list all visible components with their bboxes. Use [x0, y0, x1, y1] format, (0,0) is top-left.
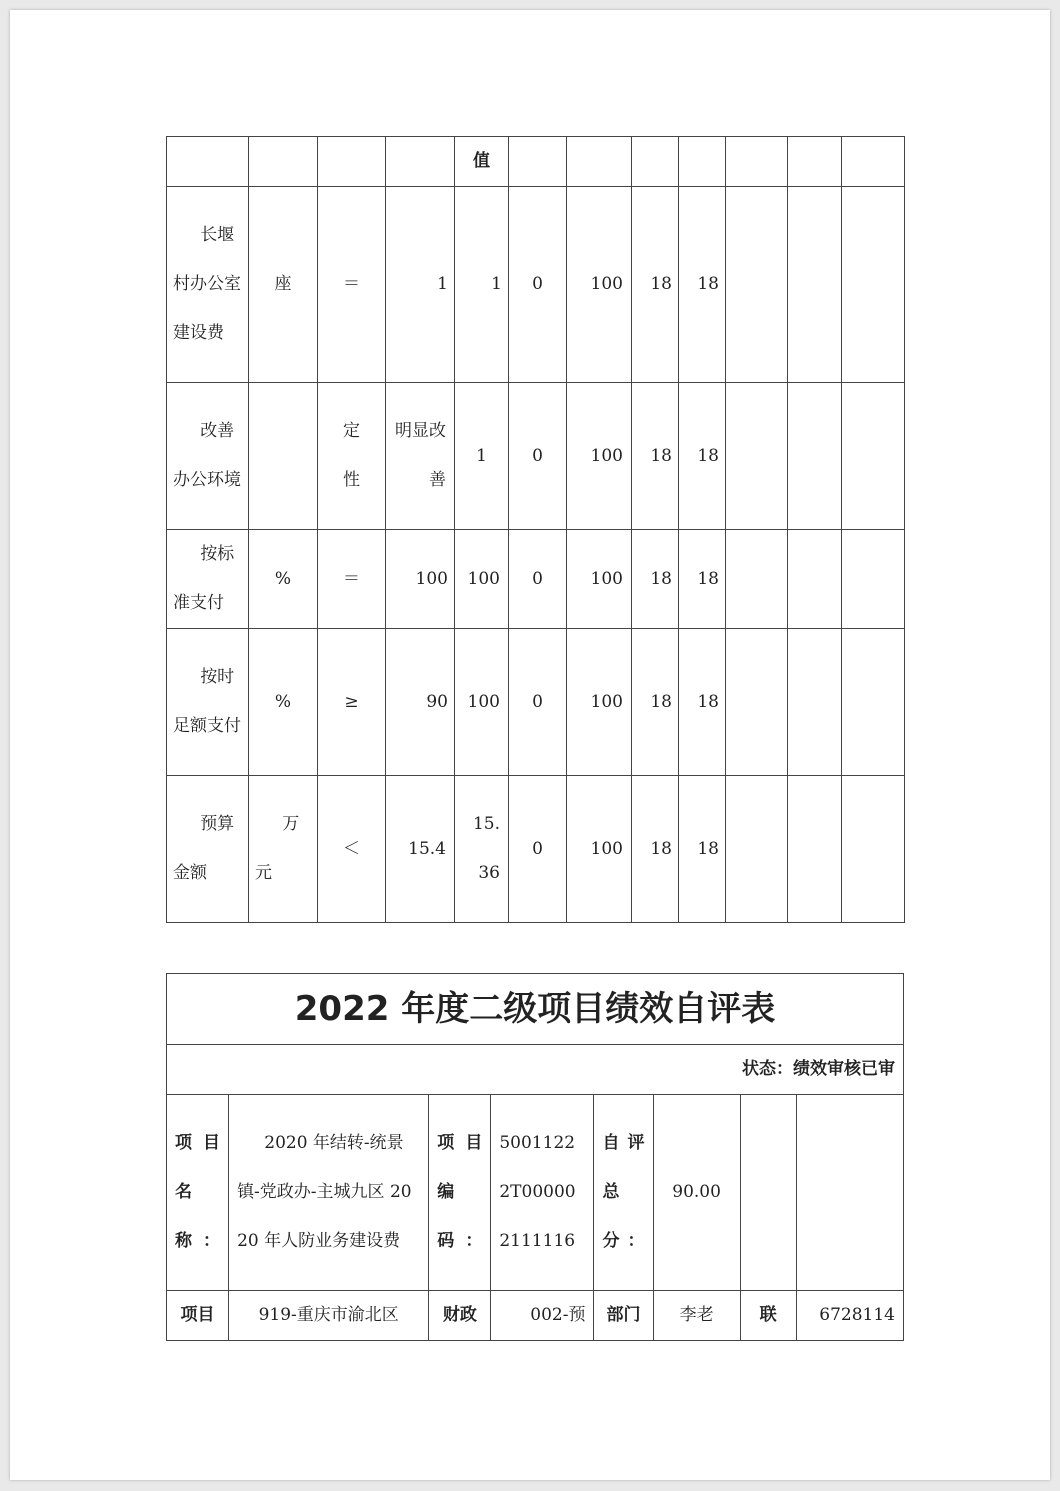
department-value: 李老	[653, 1291, 740, 1341]
indicator-score: 18	[679, 776, 726, 923]
indicator-target: 90	[386, 629, 455, 776]
indicator-actual: 1	[455, 187, 509, 383]
indicator-weight: 100	[567, 629, 632, 776]
indicator-operator: ＜	[318, 776, 386, 923]
indicator-score: 18	[632, 187, 679, 383]
indicator-unit: %	[249, 629, 318, 776]
indicator-weight: 100	[567, 187, 632, 383]
indicator-deviation: 0	[509, 187, 567, 383]
indicator-score: 18	[679, 530, 726, 629]
indicator-operator: 定性	[318, 383, 386, 530]
status-text: 状态：绩效审核已审	[167, 1045, 904, 1095]
indicator-name: 改善办公环境	[167, 383, 249, 530]
indicator-target: 100	[386, 530, 455, 629]
table-row	[167, 383, 905, 530]
self-evaluation-form	[166, 973, 904, 1341]
indicator-score: 18	[632, 383, 679, 530]
indicator-operator: ＝	[318, 530, 386, 629]
indicator-table	[166, 136, 905, 923]
table-row	[167, 776, 905, 923]
table-row	[167, 629, 905, 776]
finance-label: 财政	[429, 1291, 491, 1341]
indicator-operator: ＝	[318, 187, 386, 383]
indicator-target: 15.4	[386, 776, 455, 923]
self-score-value: 90.00	[653, 1095, 740, 1291]
indicator-actual: 15.36	[455, 776, 509, 923]
indicator-deviation: 0	[509, 383, 567, 530]
finance-value: 002-预	[491, 1291, 594, 1341]
indicator-unit	[249, 383, 318, 530]
indicator-unit: %	[249, 530, 318, 629]
contact-value: 6728114	[796, 1291, 903, 1341]
indicator-actual: 100	[455, 530, 509, 629]
indicator-actual: 100	[455, 629, 509, 776]
indicator-unit: 座	[249, 187, 318, 383]
indicator-actual: 1	[455, 383, 509, 530]
indicator-target: 明显改善	[386, 383, 455, 530]
indicator-unit: 万元	[249, 776, 318, 923]
indicator-weight: 100	[567, 530, 632, 629]
project-code-value: 50011222T000002111116	[491, 1095, 594, 1291]
indicator-weight: 100	[567, 383, 632, 530]
indicator-score: 18	[632, 629, 679, 776]
table-row	[167, 530, 905, 629]
indicator-score: 18	[679, 383, 726, 530]
indicator-target: 1	[386, 187, 455, 383]
header-value: 值	[455, 137, 509, 187]
region-value: 919-重庆市渝北区	[229, 1291, 429, 1341]
table-row	[167, 187, 905, 383]
indicator-score: 18	[632, 776, 679, 923]
indicator-name: 按时足额支付	[167, 629, 249, 776]
indicator-deviation: 0	[509, 530, 567, 629]
document-page	[10, 10, 1050, 1480]
indicator-operator: ≥	[318, 629, 386, 776]
indicator-name: 预算金额	[167, 776, 249, 923]
table-header-row	[167, 137, 905, 187]
indicator-name: 长堰村办公室建设费	[167, 187, 249, 383]
project-name-value: 2020 年结转-统景镇-党政办-主城九区 2020 年人防业务建设费	[229, 1095, 429, 1291]
indicator-score: 18	[632, 530, 679, 629]
indicator-weight: 100	[567, 776, 632, 923]
department-label: 部门	[594, 1291, 653, 1341]
indicator-name: 按标准支付	[167, 530, 249, 629]
project-name-label: 项目名称：	[167, 1095, 229, 1291]
form-title: 2022 年度二级项目绩效自评表	[167, 974, 904, 1045]
row-label-project: 项目	[167, 1291, 229, 1341]
indicator-score: 18	[679, 629, 726, 776]
indicator-deviation: 0	[509, 776, 567, 923]
self-score-label: 自评总分：	[594, 1095, 653, 1291]
indicator-deviation: 0	[509, 629, 567, 776]
project-code-label: 项目编码：	[429, 1095, 491, 1291]
contact-label: 联	[740, 1291, 796, 1341]
indicator-score: 18	[679, 187, 726, 383]
